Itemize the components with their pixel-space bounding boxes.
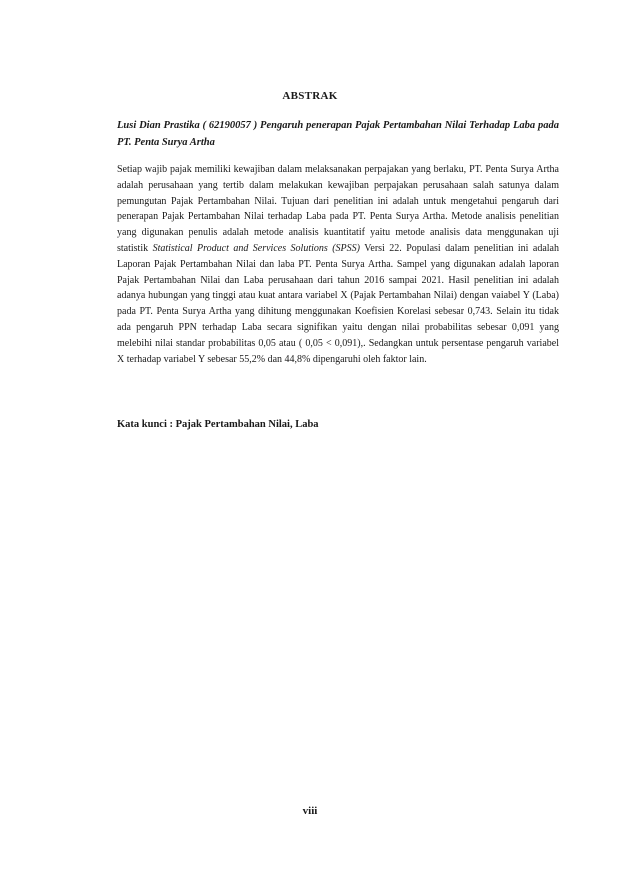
page-number: viii [302,805,318,817]
author-name: Lusi Dian Prastika ( 62190057 ) [117,120,258,131]
author-title-line [117,117,559,151]
abstract-text-part-1: Setiap wajib pajak memiliki kewajiban dalam melaksanakan perpajakan yang berlaku, PT. Penta Surya Artha adalah perusahaan yang tertib dalam melakukan kewajiban perpajakan perusahaan salah satunya dalam pemungutan Pajak Pertambahan Nilai. Tujuan dari penelitian ini adalah untuk mengetahui pengaruh dari penerapan Pajak Pertambahan Nilai terhadap Laba pada PT. Penta Surya Artha. Metode analisis penelitian yang digunakan penulis adalah metode analisis kuantitatif yaitu metode analisis data menggunakan uji statistik [117,164,559,254]
abstract-body [117,162,559,367]
abstract-title: ABSTRAK [282,90,338,102]
abstract-text-part-2: Versi 22. Populasi dalam penelitian ini adalah Laporan Pajak Pertambahan Nilai dan laba PT. Penta Surya Artha. Sampel yang digunakan adalah laporan Pajak Pertambahan Nilai dan Laba perusahaan dari tahun 2016 sampai 2021. Hasil penelitian ini adalah adanya hubungan yang tinggi atau kuat antara variabel X (Pajak Pertambahan Nilai) dengan vaiabel Y (Laba) pada PT. Penta Surya Artha yang dihitung menggunakan Koefisien Korelasi sebesar 0,743. Selain itu tidak ada pengaruh PPN terhadap Laba secara signifikan yaitu dengan nilai probabilitas sebesar 0,091 yang melebihi nilai standar probabilitas 0,05 atau ( 0,05 < 0,091),. Sedangkan untuk persentase pengaruh variabel X terhadap variabel Y sebesar 55,2% dan 44,8% dipengaruhi oleh faktor lain. [117,242,559,365]
thesis-title: Pengaruh penerapan Pajak Pertambahan Nilai Terhadap Laba pada PT. Penta Surya Artha [117,120,559,148]
abstract-text-italic: Statistical Product and Services Solutions (SPSS) [152,242,360,254]
keywords: Kata kunci : Pajak Pertambahan Nilai, Laba [117,419,319,430]
